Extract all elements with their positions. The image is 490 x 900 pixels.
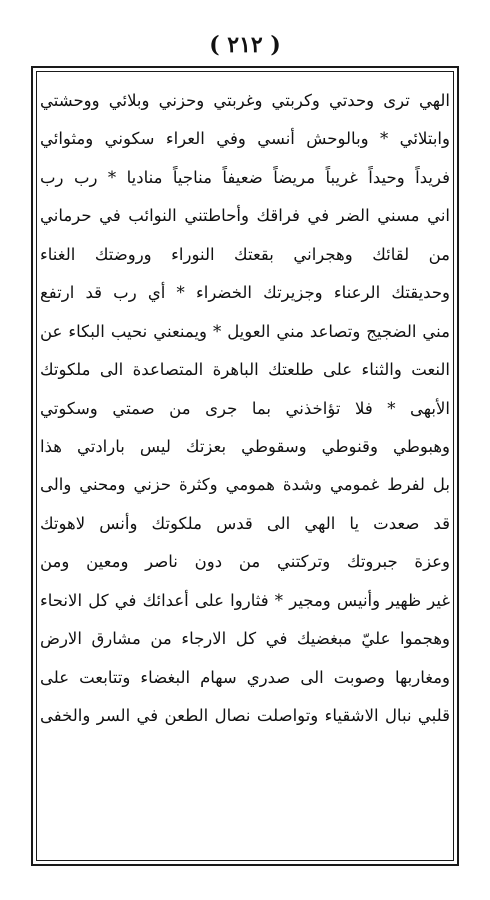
text-line: الهي ترى وحدتي وكربتي وغربتي وحزني وبلائي ووحشتي bbox=[40, 91, 450, 110]
text-line: النعت والثناء على طلعتك الباهرة المتصاعدة الى ملكوتك bbox=[40, 360, 450, 380]
text-line: بل لفرط غمومي وشدة همومي وكثرة حزني ومحني والى bbox=[40, 475, 450, 495]
text-line: وحديقتك الرعناء وجزيرتك الخضراء * أي رب قد ارتفع bbox=[40, 283, 450, 303]
text-line: اني مسني الضر في فراقك وأحاطتني النوائب في حرماني bbox=[40, 206, 450, 226]
text-line: الأبهى * فلا تؤاخذني بما جرى من صمتي وسكوتي bbox=[40, 398, 450, 418]
text-line: ومغاربها وصوبت الى صدري سهام البغضاء وتتابعت على bbox=[40, 667, 450, 687]
text-line: غير ظهير وأنيس ومجير * فثاروا على أعدائك في كل الانحاء bbox=[40, 590, 450, 610]
text-line: فريداً وحيداً غريباً مريضاً ضعيفاً مناجياً مناديا * رب رب bbox=[40, 167, 450, 187]
text-line: وابتلائي * وبالوحش أنسي وفي العراء سكوني ومثوائي bbox=[40, 129, 450, 149]
text-line: مني الضجيج وتصاعد مني العويل * ويمنعني نحيب البكاء عن bbox=[40, 321, 450, 341]
text-line: وهجموا عليّ مبغضيك في كل الارجاء من مشارق الارض bbox=[40, 629, 450, 649]
text-line: وهبوطي وقنوطي وسقوطي بعزتك ليس بارادتي هذا bbox=[40, 436, 450, 456]
text-line: وعزة جبروتك وتركتني من دون ناصر ومعين ومن bbox=[40, 552, 450, 572]
text-line: من لقائك وهجراني بقعتك النوراء وروضتك الغناء bbox=[40, 244, 450, 264]
text-line: قد صعدت يا الهي الى قدس ملكوتك وأنس لاهوتك bbox=[40, 513, 450, 533]
body-text bbox=[40, 82, 450, 852]
page-number: ( ٢١٢ ) bbox=[209, 32, 281, 58]
text-line: قلبي نبال الاشقياء وتواصلت نصال الطعن في السر والخفى bbox=[40, 706, 450, 725]
